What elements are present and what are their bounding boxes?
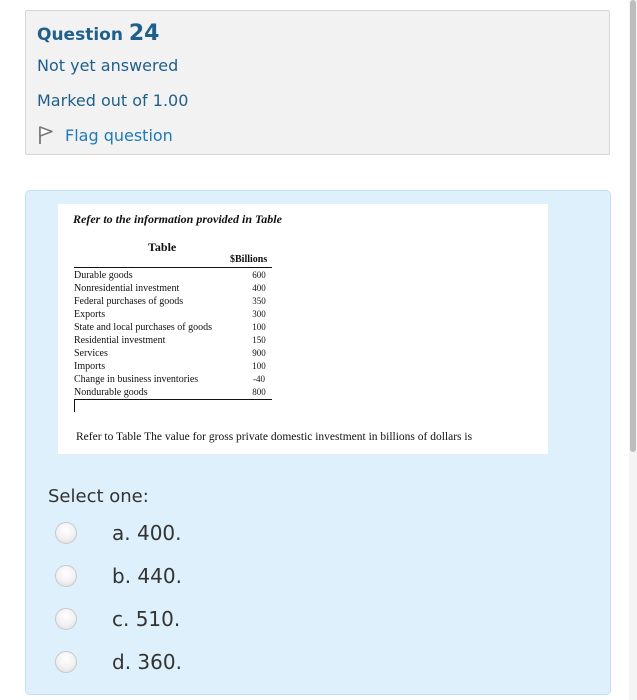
flag-question-label: Flag question [65,125,173,145]
radio-button[interactable] [55,608,77,630]
answer-label[interactable]: c. 510. [112,606,181,631]
row-value: -40 [253,374,265,384]
radio-button[interactable] [55,565,77,587]
table-row [74,295,272,308]
row-label: State and local purchases of goods [74,322,213,333]
row-label: Services [74,348,108,359]
row-value: 150 [252,335,266,345]
row-value: 100 [252,361,266,371]
image-intro-text: Refer to the information provided in Table [73,212,282,226]
row-label: Exports [74,309,106,320]
answer-label[interactable]: d. 360. [112,649,182,674]
answer-options [55,511,182,683]
row-value: 900 [252,348,266,358]
table-top-rule [74,267,272,268]
row-value: 400 [252,283,266,293]
question-image [58,204,548,454]
row-label: Durable goods [74,270,133,281]
table-row [74,321,272,334]
scrollbar-thumb[interactable] [630,0,636,452]
question-info-box [25,10,610,155]
table-row [74,373,272,386]
table-row [74,308,272,321]
row-value: 300 [252,309,266,319]
row-value: 800 [252,387,266,397]
table-row [74,269,272,282]
row-label: Imports [74,361,106,372]
table-bottom-rule [74,399,272,400]
select-one-label: Select one: [48,486,149,507]
image-question-text: Refer to Table The value for gross private domestic investment in billions of dollars is [76,431,473,443]
scrollbar-track[interactable] [629,0,637,700]
row-value: 350 [252,296,266,306]
question-number: 24 [128,21,160,46]
answer-option-b[interactable] [55,554,182,597]
answer-option-c[interactable] [55,597,182,640]
row-value: 100 [252,322,266,332]
question-content [25,190,611,695]
table-row [74,386,272,399]
row-label: Change in business inventories [74,374,199,385]
row-label: Nondurable goods [74,387,148,398]
table-row [74,282,272,295]
flag-icon [37,125,55,145]
answer-label[interactable]: b. 440. [112,563,182,588]
radio-button[interactable] [55,522,77,544]
image-table [74,269,272,399]
table-row [74,360,272,373]
flag-question-link[interactable] [37,125,173,145]
table-row [74,347,272,360]
image-table-title: Table [148,240,177,254]
row-label: Federal purchases of goods [74,296,184,307]
question-prefix: Question [37,25,123,45]
question-grade: Marked out of 1.00 [37,91,189,110]
text-cursor [74,400,75,412]
row-value: 600 [252,270,266,280]
answer-option-d[interactable] [55,640,182,683]
row-label: Nonresidential investment [74,283,180,294]
row-label: Residential investment [74,335,166,346]
answer-label[interactable]: a. 400. [112,520,182,545]
radio-button[interactable] [55,651,77,673]
answer-option-a[interactable] [55,511,182,554]
table-row [74,334,272,347]
image-column-header: $Billions [230,254,268,265]
question-state: Not yet answered [37,56,179,75]
question-heading [37,21,160,46]
